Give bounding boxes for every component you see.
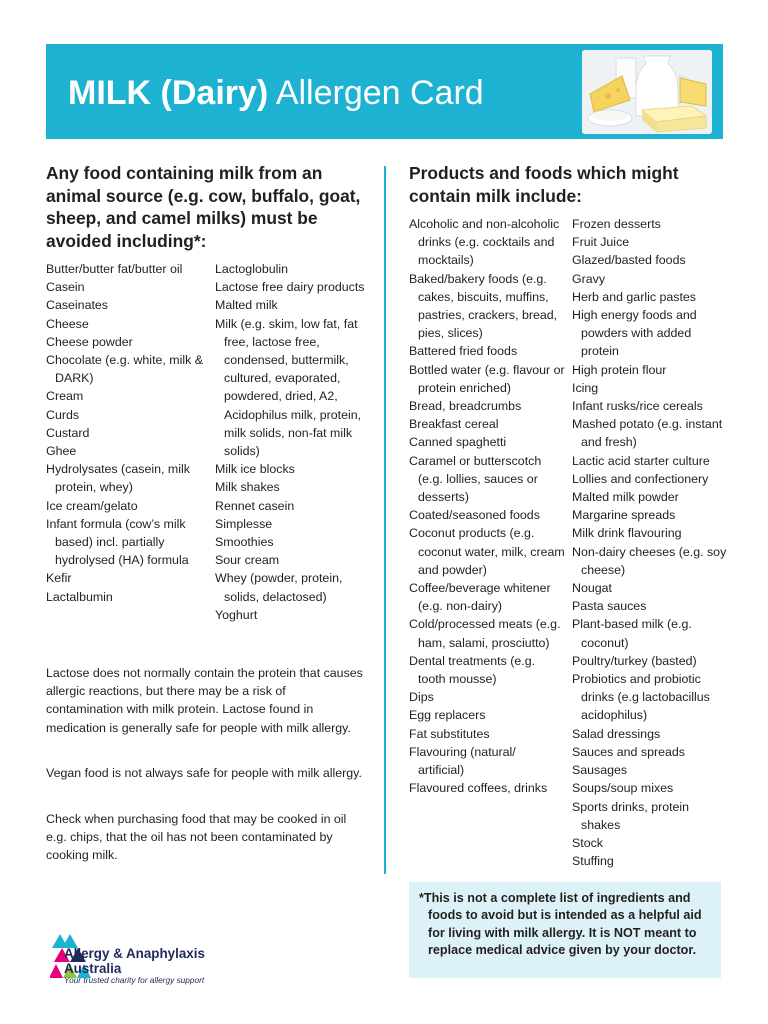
right-heading: Products and foods which might contain milk include: <box>409 163 679 206</box>
list-item: Lactalbumin <box>46 589 113 604</box>
list-item: Probiotics and probiotic drinks (e.g lactobacillus acidophilus) <box>572 672 710 723</box>
list-item: Ice cream/gelato <box>46 498 138 513</box>
list-item: Glazed/basted foods <box>572 253 686 268</box>
list-item: Gravy <box>572 271 606 286</box>
list-item: Kefir <box>46 571 72 586</box>
must-avoid-list-2 <box>215 260 373 624</box>
lactose-note: Lactose does not normally contain the protein that causes allergic reactions, but there may be a risk of contamination with milk protein. Lactose found in medication is generally safe for people with milk allergy. <box>46 666 363 735</box>
list-item: Flavoured coffees, drinks <box>409 781 548 796</box>
list-item: Chocolate (e.g. white, milk & DARK) <box>46 353 204 386</box>
list-item: Dental treatments (e.g. tooth mousse) <box>409 653 536 687</box>
list-item: Herb and garlic pastes <box>572 289 696 304</box>
list-item: Sausages <box>572 763 628 778</box>
dairy-products-image <box>582 50 712 134</box>
list-item: Plant-based milk (e.g. coconut) <box>572 617 692 650</box>
list-item: Custard <box>46 425 90 440</box>
list-item: Flavouring (natural/ artificial) <box>409 744 516 778</box>
title-bold: MILK (Dairy) <box>68 74 269 112</box>
list-item: Hydrolysates (casein, milk protein, whey) <box>46 462 190 495</box>
list-item: Bread, breadcrumbs <box>409 399 522 414</box>
list-item: Stock <box>572 835 603 850</box>
list-item: Margarine spreads <box>572 508 676 523</box>
list-item: Coated/seasoned foods <box>409 508 540 523</box>
list-item: Lactoglobulin <box>215 262 289 276</box>
list-item: Battered fried foods <box>409 344 518 359</box>
list-item: Non-dairy cheeses (e.g. soy cheese) <box>572 544 727 577</box>
list-item: Whey (powder, protein, solids, delactosed) <box>215 571 343 604</box>
list-item: Salad dressings <box>572 726 661 741</box>
logo-tagline: Your trusted charity for allergy support <box>64 975 205 985</box>
list-item: Rennet casein <box>215 498 295 513</box>
list-item: Pasta sauces <box>572 599 647 614</box>
list-item: Soups/soup mixes <box>572 781 674 796</box>
list-item: Butter/butter fat/butter oil <box>46 262 183 276</box>
list-item: High protein flour <box>572 362 667 377</box>
page-title <box>68 74 484 112</box>
list-item: Egg replacers <box>409 708 486 723</box>
list-item: Dips <box>409 690 434 705</box>
disclaimer-text: *This is not a complete list of ingredients and foods to avoid but is intended as a helpful aid for living with milk allergy. It is NOT meant to replace medical advice given by your doctor. <box>419 891 702 957</box>
title-light: Allergen Card <box>275 74 484 112</box>
list-item: Cheese <box>46 316 89 331</box>
may-contain-list-2 <box>572 215 730 870</box>
list-item: Bottled water (e.g. flavour or protein enriched) <box>409 362 565 395</box>
list-item: Milk shakes <box>215 480 280 495</box>
list-item: Fruit Juice <box>572 235 630 250</box>
list-item: Infant formula (cow’s milk based) incl. partially hydrolysed (HA) formula <box>46 516 189 568</box>
list-item: Lactose free dairy products <box>215 280 365 295</box>
list-item: Mashed potato (e.g. instant and fresh) <box>572 417 723 450</box>
list-item: Cream <box>46 389 84 404</box>
list-item: Fat substitutes <box>409 726 490 741</box>
list-item: Baked/bakery foods (e.g. cakes, biscuits, muffins, pastries, crackers, bread, pies, slices) <box>409 271 558 341</box>
list-item: High energy foods and powders with added protein <box>572 308 697 359</box>
list-item: Milk drink flavouring <box>572 526 682 541</box>
logo-name-line1: Allergy & Anaphylaxis <box>64 946 205 961</box>
list-item: Caseinates <box>46 298 108 313</box>
list-item: Lollies and confectionery <box>572 471 709 486</box>
disclaimer-box <box>409 882 721 978</box>
list-item: Yoghurt <box>215 607 258 622</box>
list-item: Stuffing <box>572 854 614 869</box>
list-item: Simplesse <box>215 516 273 531</box>
list-item: Sports drinks, protein shakes <box>572 799 690 832</box>
list-item: Canned spaghetti <box>409 435 507 450</box>
logo-name <box>64 946 205 976</box>
list-item: Sauces and spreads <box>572 744 685 759</box>
list-item: Curds <box>46 407 80 422</box>
must-avoid-list-1 <box>46 260 204 606</box>
vegan-note: Vegan food is not always safe for people with milk allergy. <box>46 766 362 780</box>
header-band <box>46 44 723 139</box>
list-item: Alcoholic and non-alcoholic drinks (e.g. cocktails and mocktails) <box>409 217 560 268</box>
list-item: Sour cream <box>215 553 280 568</box>
list-item: Lactic acid starter culture <box>572 453 710 468</box>
list-item: Milk (e.g. skim, low fat, fat free, lactose free, condensed, buttermilk, cultured, evaporated, powdered, dried, A2, Acidophilus milk, protein, milk solids, non-fat milk solids) <box>215 316 362 459</box>
list-item: Cheese powder <box>46 334 133 349</box>
list-item: Caramel or butterscotch (e.g. lollies, sauces or desserts) <box>409 453 542 505</box>
list-item: Ghee <box>46 444 77 459</box>
logo-name-line2: Australia <box>64 961 122 976</box>
list-item: Cold/processed meats (e.g. ham, salami, prosciutto) <box>409 617 561 650</box>
list-item: Malted milk powder <box>572 490 679 505</box>
list-item: Breakfast cereal <box>409 417 499 432</box>
list-item: Infant rusks/rice cereals <box>572 399 703 414</box>
list-item: Poultry/turkey (basted) <box>572 653 697 668</box>
list-item: Frozen desserts <box>572 217 661 231</box>
list-item: Milk ice blocks <box>215 462 295 477</box>
oil-note: Check when purchasing food that may be cooked in oil e.g. chips, that the oil has not been contaminated by cooking milk. <box>46 812 347 863</box>
list-item: Coffee/beverage whitener (e.g. non-dairy) <box>409 581 551 614</box>
list-item: Coconut products (e.g. coconut water, milk, cream and powder) <box>409 526 565 577</box>
list-item: Icing <box>572 380 599 395</box>
list-item: Malted milk <box>215 298 278 313</box>
list-item: Casein <box>46 280 85 295</box>
list-item: Smoothies <box>215 535 274 550</box>
may-contain-list-1 <box>409 215 565 798</box>
left-heading: Any food containing milk from an animal source (e.g. cow, buffalo, goat, sheep, and camel milks) must be avoided including*: <box>46 163 361 251</box>
column-divider <box>384 166 386 874</box>
list-item: Nougat <box>572 581 612 596</box>
